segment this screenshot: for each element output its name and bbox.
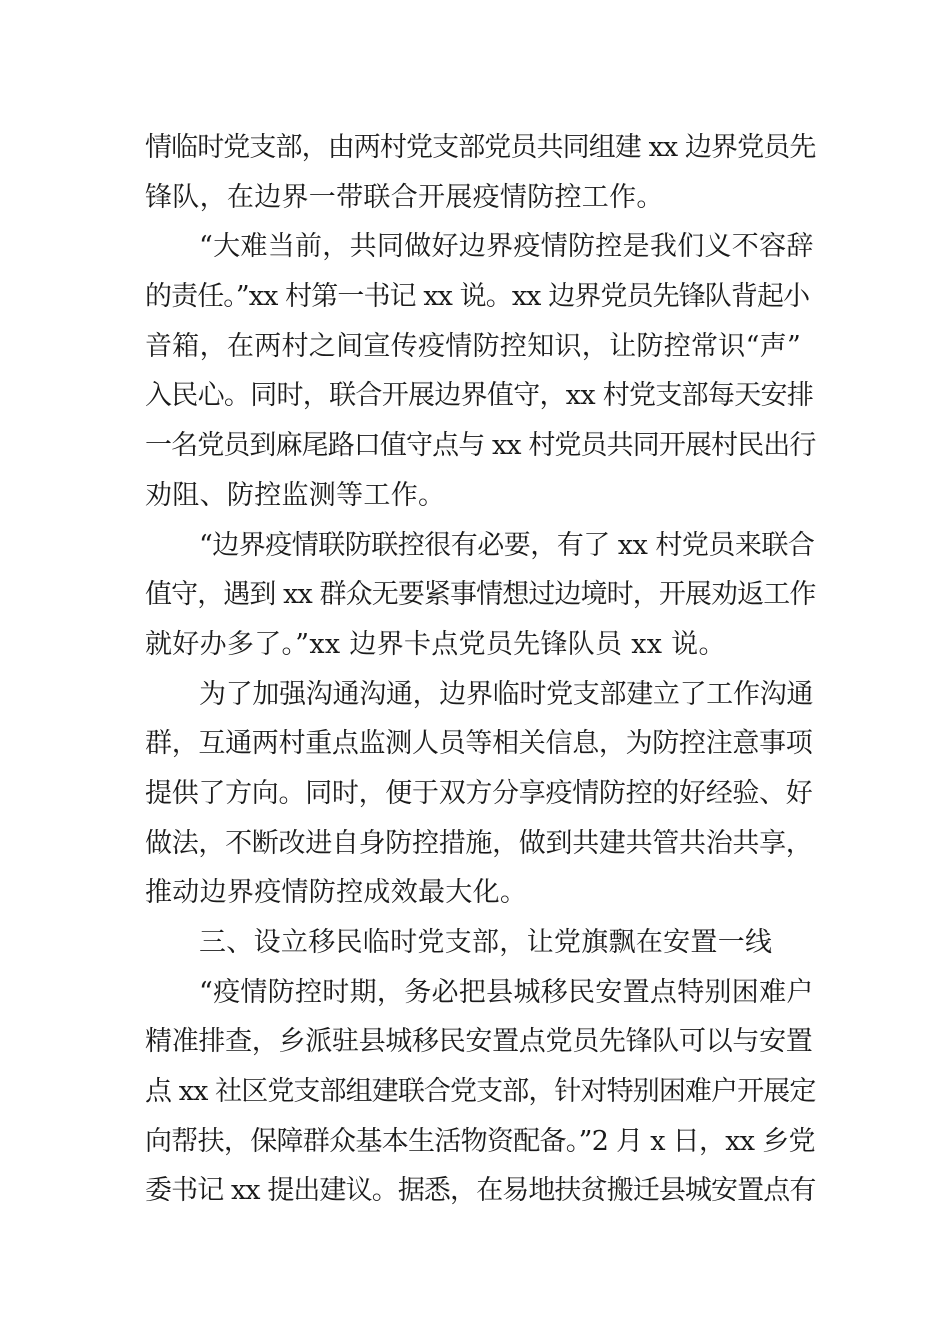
- text-line: 为了加强沟通沟通，边界临时党支部建立了工作沟通: [199, 678, 814, 710]
- text-line: 群，互通两村重点监测人员等相关信息，为防控注意事项: [145, 728, 813, 760]
- text-line: 劝阻、防控监测等工作。: [145, 479, 446, 511]
- article-body: [145, 123, 815, 1216]
- text-line: 情临时党支部，由两村党支部党员共同组建 xx 边界党员先: [145, 132, 816, 163]
- text-line: 提供了方向。同时，便于双方分享疫情防控的好经验、好: [145, 777, 813, 809]
- text-line: 做法，不断改进自身防控措施，做到共建共管共治共享，: [145, 827, 813, 859]
- text-line: 推动边界疫情防控成效最大化。: [145, 877, 528, 909]
- text-line: “大难当前，共同做好边界疫情防控是我们义不容辞: [199, 231, 814, 263]
- text-line: “边界疫情联防联控很有必要，有了 xx 村党员来联合: [199, 529, 815, 561]
- text-line: 音箱，在两村之间宣传疫情防控知识，让防控常识“声”: [145, 330, 802, 362]
- text-line: 精准排查，乡派驻县城移民安置点党员先锋队可以与安置: [145, 1026, 813, 1058]
- text-line: 入民心。同时，联合开展边界值守，xx 村党支部每天安排: [145, 380, 814, 412]
- text-line: 向帮扶，保障群众基本生活物资配备。”2 月 x 日，xx 乡党: [145, 1125, 815, 1157]
- text-line: 锋队，在边界一带联合开展疫情防控工作。: [145, 181, 664, 213]
- text-line: 一名党员到麻尾路口值守点与 xx 村党员共同开展村民出行: [145, 430, 816, 462]
- text-line: 委书记 xx 提出建议。据悉，在易地扶贫搬迁县城安置点有: [145, 1175, 816, 1207]
- text-line: 就好办多了。”xx 边界卡点党员先锋队员 xx 说。: [145, 628, 726, 660]
- text-line: “疫情防控时期，务必把县城移民安置点特别困难户: [199, 976, 814, 1008]
- text-line: 值守，遇到 xx 群众无要紧事情想过边境时，开展劝返工作: [145, 579, 816, 611]
- text-line: 点 xx 社区党支部组建联合党支部，针对特别困难户开展定: [145, 1076, 816, 1108]
- text-line: 的责任。”xx 村第一书记 xx 说。xx 边界党员先锋队背起小: [145, 281, 810, 313]
- section-heading: 三、设立移民临时党支部，让党旗飘在安置一线: [199, 927, 773, 958]
